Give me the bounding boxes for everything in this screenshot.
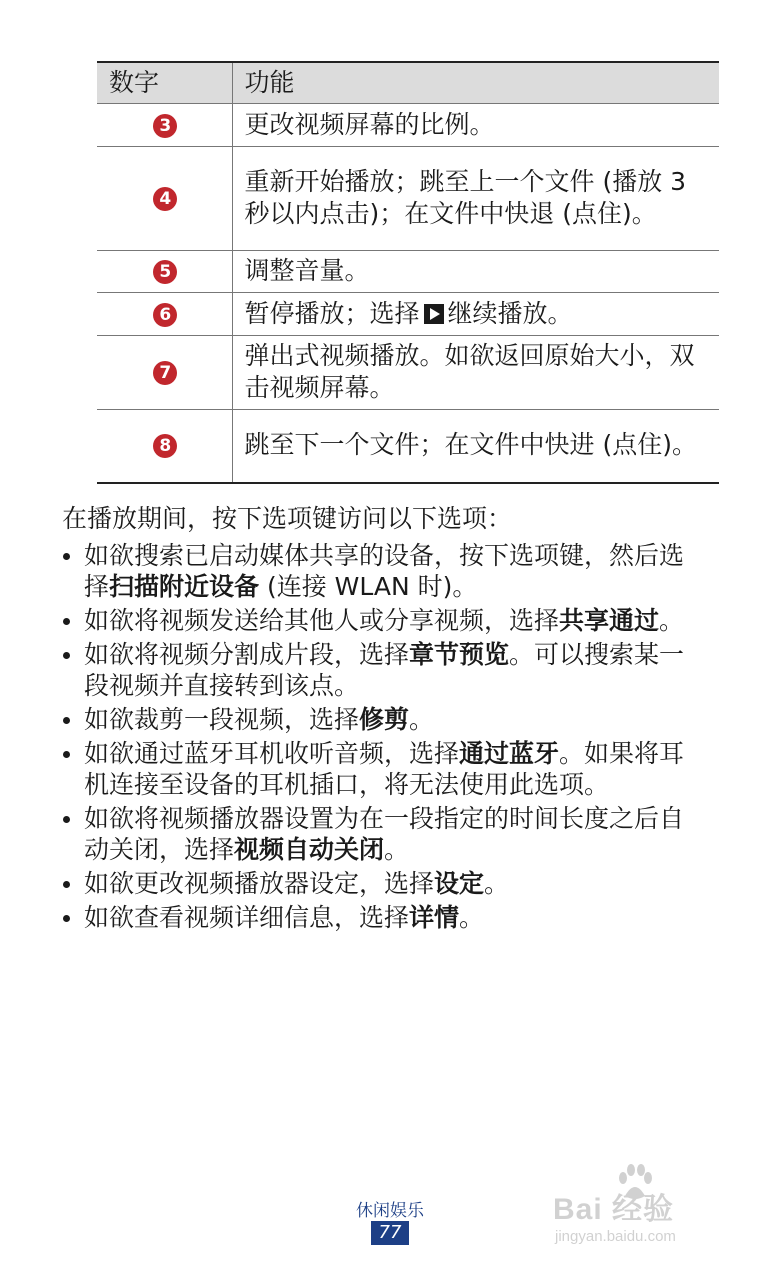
menu-option-name: 视频自动关闭 [234,835,385,864]
item-text: 如欲通过蓝牙耳机收听音频，选择 [84,739,460,768]
options-list [60,540,705,936]
row-description [232,293,719,336]
menu-option-name: 扫描附近设备 [109,572,260,601]
item-text: 。如果将耳机连接至设备的耳机插口，将无法使用此选项。 [84,739,685,799]
watermark-text: Bai 经验 [553,1193,675,1226]
table-row [97,336,719,410]
list-item [60,540,705,602]
item-text: 如欲裁剪一段视频，选择 [84,705,360,734]
list-item [60,868,705,899]
number-badge: 6 [153,303,177,327]
number-badge: 5 [153,260,177,284]
intro-text: 在播放期间，按下选项键访问以下选项： [62,504,513,533]
function-table [97,61,719,484]
page-number: 77 [371,1221,409,1245]
header-number: 数字 [97,62,232,104]
row-description: 弹出式视频播放。如欲返回原始大小，双击视频屏幕。 [232,336,719,410]
list-item [60,738,705,800]
number-badge: 3 [153,114,177,138]
baidu-watermark [553,1158,743,1258]
item-text: (连接 WLAN 时)。 [259,572,478,601]
item-text: 。 [484,869,510,898]
menu-option-name: 详情 [409,903,460,932]
item-text: 如欲更改视频播放器设定，选择 [84,869,435,898]
number-badge: 7 [153,361,177,385]
menu-option-name: 共享通过 [559,606,660,635]
item-text: 如欲查看视频详细信息，选择 [84,903,410,932]
table-row [97,147,719,251]
table-row [97,104,719,147]
number-badge: 8 [153,434,177,458]
item-text: 如欲将视频播放器设置为在一段指定的时间长度之后自动关闭，选择 [84,804,685,864]
table-row [97,410,719,483]
table-row [97,293,719,336]
item-text: 。 [459,903,485,932]
watermark-url: jingyan.baidu.com [555,1228,676,1245]
number-badge: 4 [153,187,177,211]
item-text: 。 [659,606,685,635]
list-item [60,803,705,865]
item-text: 如欲将视频分割成片段，选择 [84,640,410,669]
row-description: 调整音量。 [232,251,719,293]
row-text-before: 暂停播放；选择 [244,298,420,328]
list-item [60,902,705,933]
header-function: 功能 [232,62,719,104]
section-label: 休闲娱乐 [356,1201,424,1221]
play-icon [424,304,444,324]
menu-option-name: 通过蓝牙 [459,739,560,768]
item-text: 。 [384,835,410,864]
menu-option-name: 修剪 [359,705,410,734]
item-text: 如欲将视频发送给其他人或分享视频，选择 [84,606,560,635]
list-item [60,605,705,636]
row-description: 更改视频屏幕的比例。 [232,104,719,147]
item-text: 。 [409,705,435,734]
row-text-after: 继续播放。 [447,298,573,328]
item-text: 。可以搜索某一段视频并直接转到该点。 [84,640,685,700]
menu-option-name: 章节预览 [409,640,510,669]
menu-option-name: 设定 [434,869,485,898]
table-row [97,251,719,293]
list-item [60,704,705,735]
list-item [60,639,705,701]
item-text: 如欲搜索已启动媒体共享的设备，按下选项键，然后选择 [84,541,685,601]
row-description: 跳至下一个文件；在文件中快进 (点住)。 [232,410,719,483]
row-description: 重新开始播放；跳至上一个文件 (播放 3 秒以内点击)；在文件中快退 (点住)。 [232,147,719,251]
table-header-row [97,62,719,104]
